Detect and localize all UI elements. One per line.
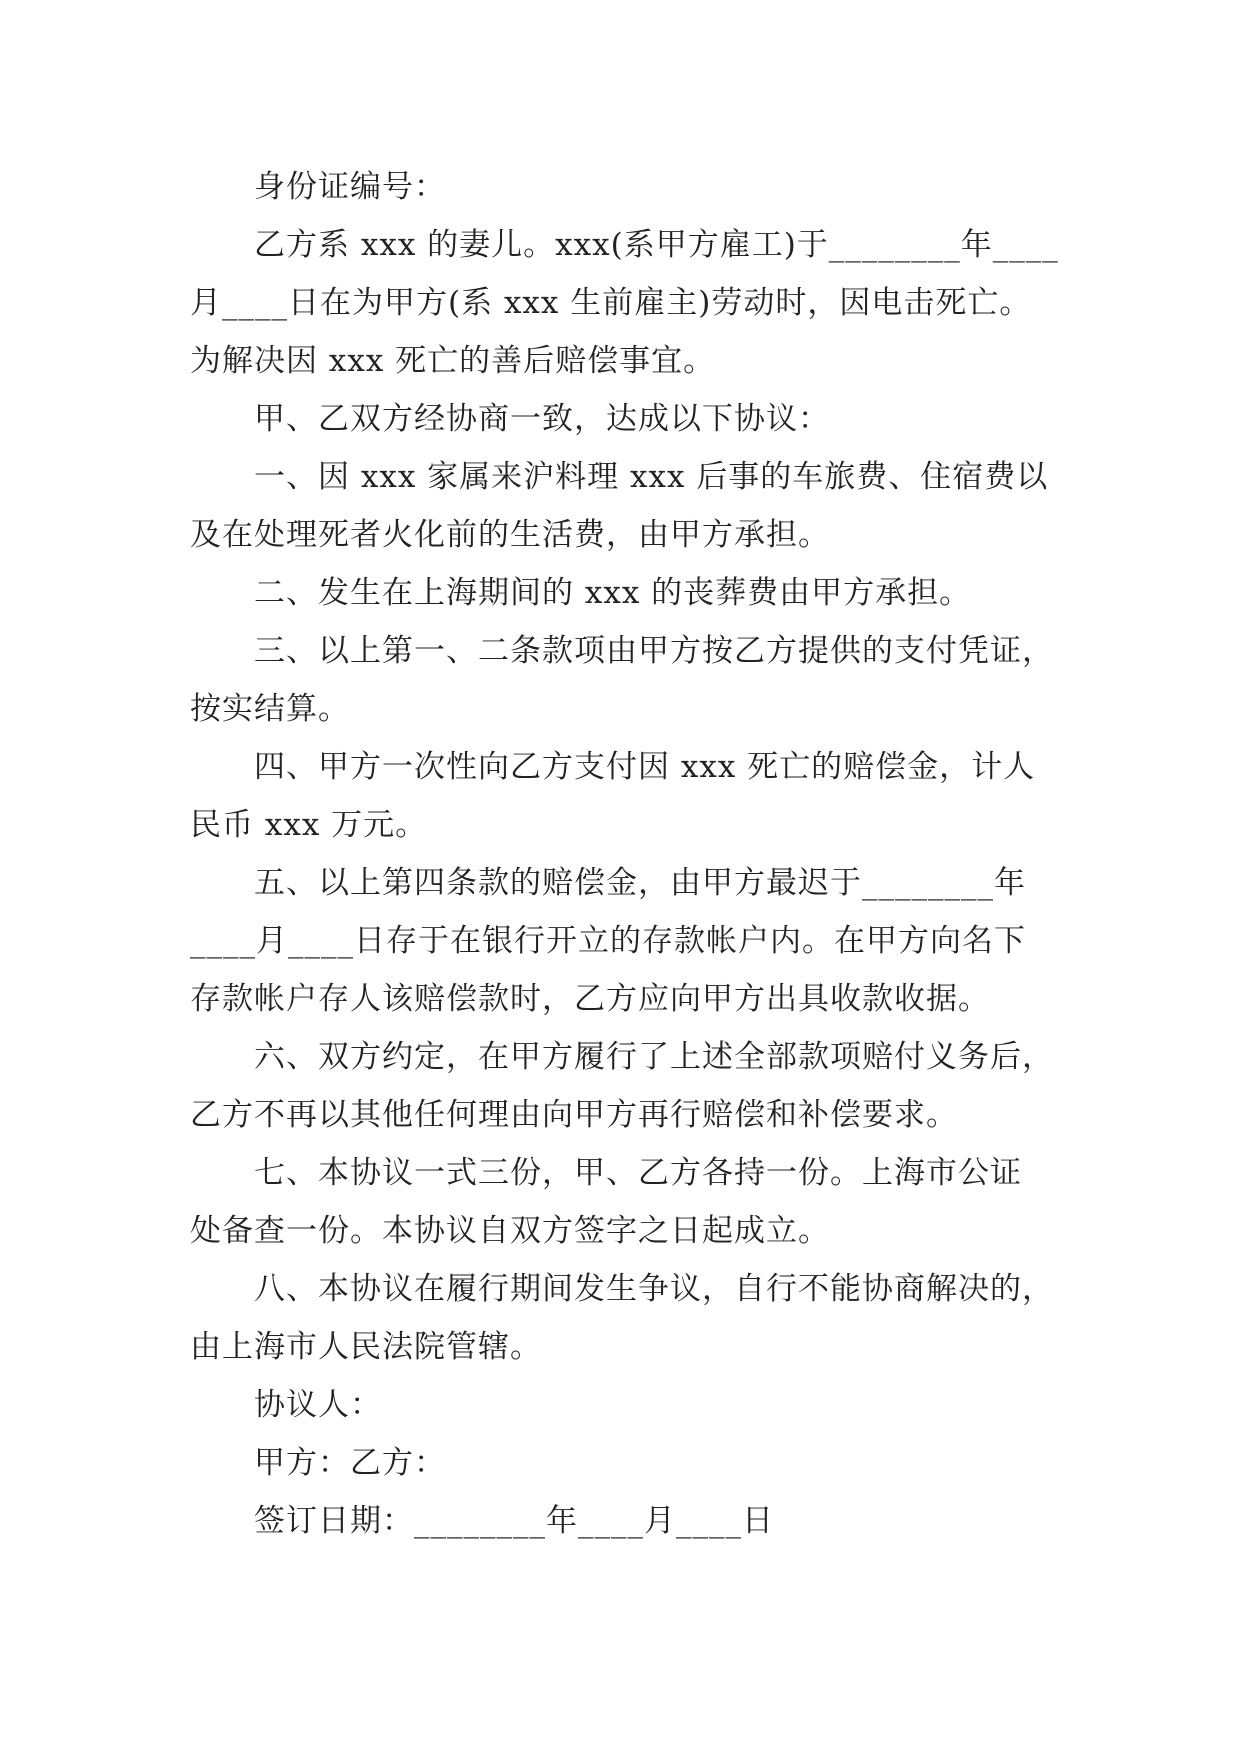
text-line: 二、发生在上海期间的 xxx 的丧葬费由甲方承担。 <box>254 575 972 611</box>
text-line: 三、以上第一、二条款项由甲方按乙方提供的支付凭证， <box>254 633 1054 669</box>
signing-date-line: 签订日期：________年____月____日 <box>254 1503 774 1539</box>
party-signature-line: 甲方：乙方： <box>254 1445 446 1481</box>
text-line: 身份证编号： <box>254 169 446 205</box>
text-line: 按实结算。 <box>190 691 350 727</box>
text-line: 七、本协议一式三份，甲、乙方各持一份。上海市公证 <box>254 1155 1022 1191</box>
text-line: 八、本协议在履行期间发生争议，自行不能协商解决的， <box>254 1271 1054 1307</box>
text-line: 五、以上第四条款的赔偿金，由甲方最迟于________年 <box>254 865 1026 901</box>
text-line: 一、因 xxx 家属来沪料理 xxx 后事的车旅费、住宿费以 <box>254 459 1049 495</box>
text-line: 四、甲方一次性向乙方支付因 xxx 死亡的赔偿金，计人 <box>254 749 1036 785</box>
text-line: 存款帐户存人该赔偿款时，乙方应向甲方出具收款收据。 <box>190 981 990 1017</box>
text-line: 月____日在为甲方(系 xxx 生前雇主)劳动时，因电击死亡。 <box>190 285 1032 321</box>
text-line: 六、双方约定，在甲方履行了上述全部款项赔付义务后， <box>254 1039 1054 1075</box>
text-line: ____月____日存于在银行开立的存款帐户内。在甲方向名下 <box>190 923 1026 959</box>
text-line: 乙方系 xxx 的妻儿。xxx(系甲方雇工)于________年____ <box>254 227 1059 263</box>
text-line: 甲、乙双方经协商一致，达成以下协议： <box>254 401 830 437</box>
text-line: 处备查一份。本协议自双方签字之日起成立。 <box>190 1213 830 1249</box>
document-body <box>190 158 1059 1550</box>
text-line: 由上海市人民法院管辖。 <box>190 1329 542 1365</box>
text-line: 为解决因 xxx 死亡的善后赔偿事宜。 <box>190 343 716 379</box>
signatory-label: 协议人： <box>254 1387 382 1423</box>
text-line: 乙方不再以其他任何理由向甲方再行赔偿和补偿要求。 <box>190 1097 958 1133</box>
text-line: 及在处理死者火化前的生活费，由甲方承担。 <box>190 517 830 553</box>
text-line: 民币 xxx 万元。 <box>190 807 428 843</box>
